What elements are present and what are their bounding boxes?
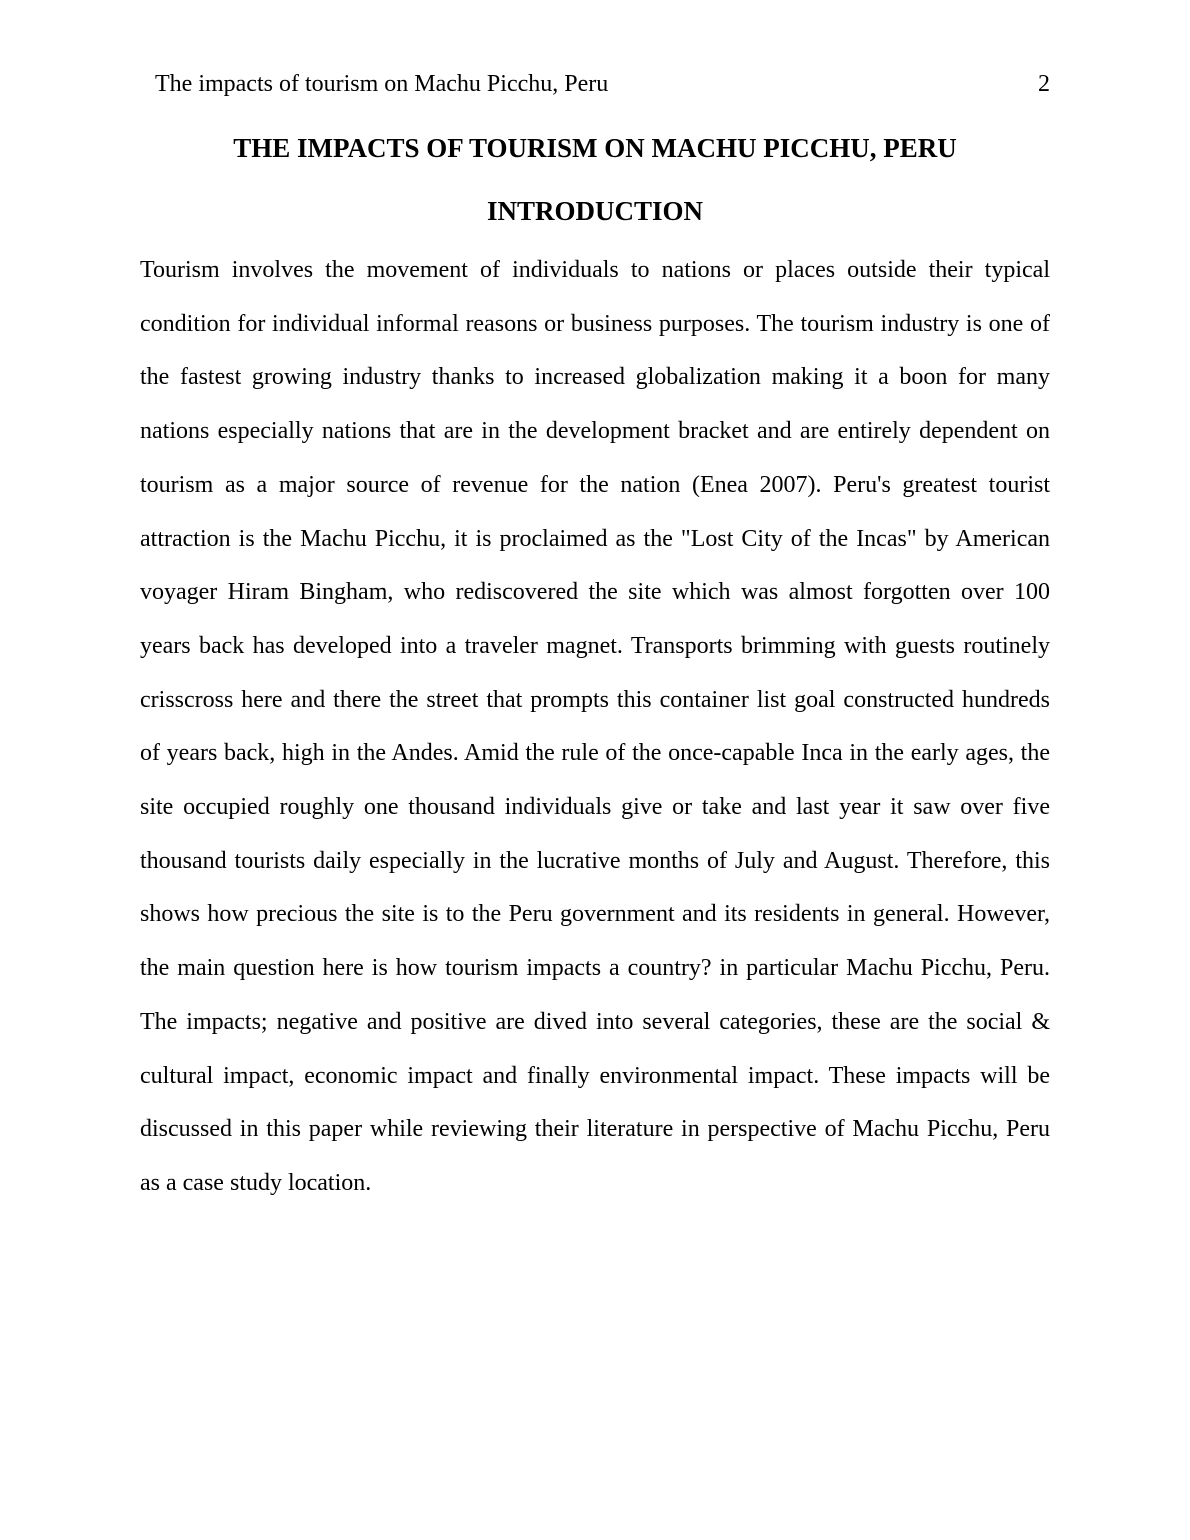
section-heading-introduction: INTRODUCTION <box>486 196 704 226</box>
running-head: The impacts of tourism on Machu Picchu, Peru <box>155 71 609 97</box>
introduction-paragraph: Tourism involves the movement of individuals to nations or places outside their typical condition for individual informal reasons or business purposes. The tourism industry is one of the fastest growing industry thanks to increased globalization making it a boon for many nations especially nations that are in the development bracket and are entirely dependent on tourism as a major source of revenue for the nation (Enea 2007). Peru's greatest tourist attraction is the Machu Picchu, it is proclaimed as the "Lost City of the Incas" by American voyager Hiram Bingham, who rediscovered the site which was almost forgotten over 100 years back has developed into a traveler magnet. Transports brimming with guests routinely crisscross here and there the street that prompts this container list goal constructed hundreds of years back, high in the Andes. Amid the rule of the once-capable Inca in the early ages, the site occupied roughly one thousand individuals give or take and last year it saw over five thousand tourists daily especially in the lucrative months of July and August. Therefore, this shows how precious the site is to the Peru government and its residents in general. However, the main question here is how tourism impacts a country? in particular Machu Picchu, Peru. The impacts; negative and positive are dived into several categories, these are the social & cultural impact, economic impact and finally environmental impact. These impacts will be discussed in this paper while reviewing their literature in perspective of Machu Picchu, Peru as a case study location. <box>140 257 1050 1196</box>
document-title: THE IMPACTS OF TOURISM ON MACHU PICCHU, PERU <box>233 133 957 163</box>
page-number: 2 <box>1038 71 1050 97</box>
